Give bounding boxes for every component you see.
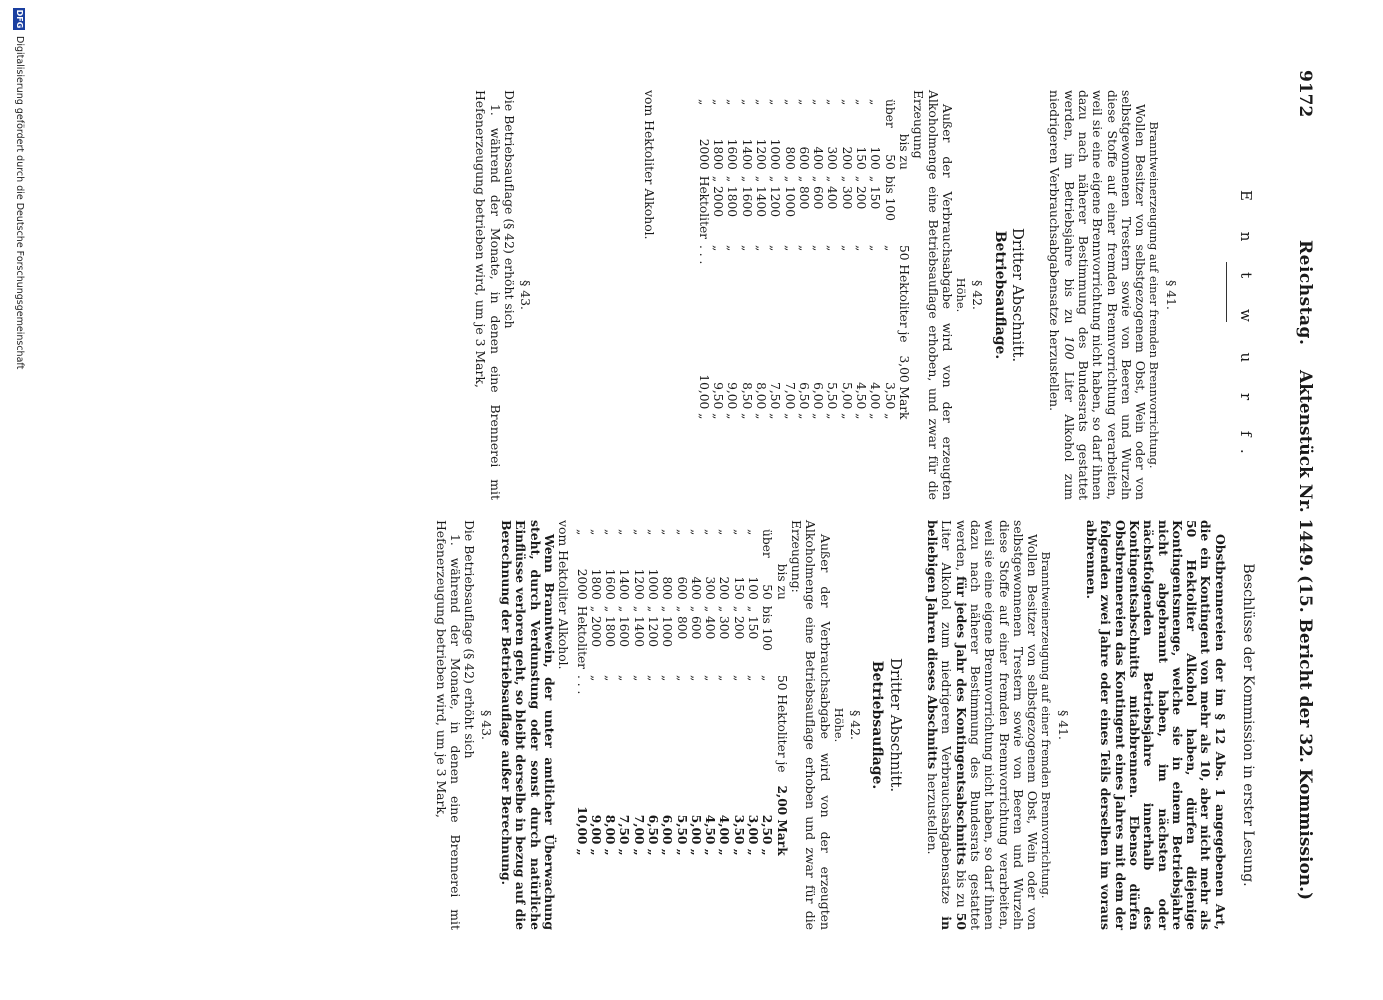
rate-cell-a: 400	[811, 146, 826, 170]
rate-row	[797, 96, 811, 422]
rate-cell-c: „	[768, 245, 783, 252]
rate-cell-v: 9,00 „	[588, 814, 603, 856]
rate-row	[897, 96, 911, 422]
rate-row	[631, 526, 645, 859]
rate-cell-a: 1400	[739, 138, 754, 170]
rate-cell-pre: „	[703, 529, 718, 536]
rate-cell-c: „	[711, 245, 726, 252]
rate-cell-b: bis 100	[760, 605, 775, 651]
s42-foot: vom Hektoliter Alkohol.	[642, 90, 658, 240]
rate-cell-pre: „	[646, 529, 661, 536]
s42-text: Außer der Verbrauchsabgabe wird von der erzeugten Alkoholmenge eine Betriebsauflage erhoben, und zwar für die Erzeugung	[911, 90, 955, 500]
rate-cell-a: 800	[782, 146, 797, 170]
s42-title: § 42.	[970, 280, 986, 310]
r-s41-text: Wollen Besitzer von selbstgezogenem Obst, Wein oder von selbstgewonnenen Trestern sowie von Beeren und Wurzeln diese Stoffe auf einer fremden Brennvorrichtung verarbeiten, weil sie eine eigene Brennvorrichtung nicht haben, so darf ihnen dazu nach näherer Bestimmung des Bundesrats gestattet werden, für jedes Jahr des Kontingentsabschnitts bis zu 50 Liter Alkohol zum niedrigeren Verbrauchsabgabensatze in beliebigen Jahren dieses Abschnitts herzustellen.	[925, 520, 1041, 930]
rate-cell-a: 50	[882, 154, 897, 170]
rate-cell-pre: „	[854, 99, 869, 106]
rate-cell-v: 9,50 „	[711, 382, 726, 420]
rate-cell-b: bis 100	[882, 175, 897, 221]
rate-cell-b: „ 1600	[617, 605, 632, 648]
rate-cell-b: „ 800	[674, 605, 689, 640]
rate-cell-b: „ 800	[796, 175, 811, 210]
rate-cell-c: „	[746, 675, 761, 682]
abschnitt-heading: Dritter Abschnitt.	[1009, 227, 1028, 363]
s42-sub: Höhe.	[954, 277, 969, 313]
rate-row	[674, 526, 688, 859]
page-number: 9172	[1295, 70, 1315, 118]
rate-cell-pre: „	[868, 99, 883, 106]
r-s42-sub: Höhe.	[831, 707, 846, 743]
dfg-logo: DFG	[15, 9, 24, 29]
rate-cell-a: 1600	[725, 138, 740, 170]
rate-cell-b: „ 1400	[631, 605, 646, 648]
r-s41-title: § 41.	[1055, 710, 1071, 740]
rate-cell-a: 1600	[603, 568, 618, 600]
rate-cell-b: „ 150	[746, 605, 761, 640]
rate-cell-v: 4,50 „	[703, 814, 718, 856]
rate-cell-c: „	[703, 675, 718, 682]
rates-table-right	[574, 526, 788, 859]
s41-text: Wollen Besitzer von selbstgezogenem Obst, Wein oder von selbstgewonnenen Trestern sowie von Beeren und Wurzeln diese Stoffe auf einer fremden Brennvorrichtung verarbeiten, weil sie eine eigene Brennvorrichtung nicht haben, so darf ihnen dazu nach näherer Bestimmung des Bundesrats gestattet werden, im Betriebsjahre bis zu 100 Liter Alkohol zum niedrigeren Verbrauchsabgabensatze herzustellen.	[1047, 90, 1149, 500]
rate-cell-a: 200	[839, 146, 854, 170]
rate-cell-b: „ 1400	[753, 175, 768, 218]
rate-cell-v: 9,00 „	[725, 382, 740, 420]
left-column-entwurf	[473, 90, 1255, 500]
rate-cell-pre: „	[731, 529, 746, 536]
aktenstueck-label: Aktenstück Nr. 1449.	[1295, 370, 1315, 572]
rate-cell-pre: „	[739, 99, 754, 106]
rate-cell-c: „	[839, 245, 854, 252]
rate-cell-c: „	[646, 675, 661, 682]
rate-cell-pre: „	[725, 99, 740, 106]
r-s42-title: § 42.	[848, 710, 864, 740]
rate-cell-c: „	[753, 245, 768, 252]
rate-cell-c: „	[588, 675, 603, 682]
rate-cell-a: 1800	[711, 138, 726, 170]
rate-cell-v: 2,00 Mark	[774, 785, 789, 856]
rate-cell-c: „	[660, 675, 675, 682]
rate-cell-pre: „	[753, 99, 768, 106]
rate-cell-c: 50 Hektoliter je	[774, 675, 789, 773]
rate-cell-a: 150	[854, 146, 869, 170]
beschluesse-heading: Beschlüsse der Kommission in erster Lesung.	[1240, 563, 1256, 887]
page-header	[1283, 70, 1315, 930]
rate-cell-v: 6,00 „	[660, 814, 675, 856]
rate-cell-c: „	[760, 675, 775, 682]
rate-cell-pre: „	[603, 529, 618, 536]
rate-cell-a: bis zu	[774, 563, 789, 600]
rate-cell-b: „ 1200	[646, 605, 661, 648]
rate-cell-c: „	[868, 245, 883, 252]
rate-cell-c: „	[882, 245, 897, 252]
rate-cell-b: „ 1000	[782, 175, 797, 218]
rate-row	[774, 526, 788, 859]
rate-row	[854, 96, 868, 422]
rate-cell-v: 5,50 „	[825, 382, 840, 420]
rate-cell-b: Hektoliter	[574, 605, 589, 670]
rate-cell-v: 3,00 Mark	[896, 355, 911, 420]
rate-cell-b: „ 1600	[739, 175, 754, 218]
rate-cell-v: 3,50 „	[731, 814, 746, 856]
abschnitt-name: Betriebsauflage.	[991, 230, 1008, 360]
rate-cell-v: 7,00 „	[631, 814, 646, 856]
rate-cell-pre: „	[696, 99, 711, 106]
rate-cell-c: „	[674, 675, 689, 682]
rate-row	[760, 526, 774, 859]
rate-cell-v: 7,50 „	[617, 814, 632, 856]
rate-cell-pre: „	[660, 529, 675, 536]
rate-cell-a: bis zu	[896, 133, 911, 170]
rate-cell-pre: über	[882, 99, 897, 128]
rate-cell-v: 5,00 „	[839, 382, 854, 420]
rate-cell-v: 7,00 „	[782, 382, 797, 420]
rate-cell-c: „	[631, 675, 646, 682]
rate-row	[768, 96, 782, 422]
rate-cell-c: . . .	[574, 675, 589, 695]
rate-row	[882, 96, 896, 422]
rate-cell-pre: „	[746, 529, 761, 536]
rate-row	[617, 526, 631, 859]
rate-cell-a: 150	[731, 576, 746, 600]
rate-cell-b: Hektoliter	[696, 175, 711, 240]
rate-cell-a: 50	[760, 584, 775, 600]
entwurf-heading: E n t w u r f.	[1237, 190, 1255, 467]
r-s42-text: Außer der Verbrauchsabgabe wird von der erzeugten Alkoholmenge eine Betriebsauflage erhoben und zwar für die Erzeugung:	[788, 520, 833, 930]
rate-cell-pre: „	[617, 529, 632, 536]
rate-cell-c: „	[811, 245, 826, 252]
rate-cell-v: 7,50 „	[768, 382, 783, 420]
r-s43-title: § 43.	[478, 710, 494, 740]
rate-cell-b: „ 150	[868, 175, 883, 210]
rate-cell-b	[774, 603, 788, 672]
rate-cell-pre: „	[588, 529, 603, 536]
rate-cell-a: 2000	[574, 568, 589, 600]
rate-row	[754, 96, 768, 422]
rate-cell-b: „ 400	[825, 175, 840, 210]
rate-cell-c: 50 Hektoliter je	[896, 245, 911, 343]
rate-row	[825, 96, 839, 422]
rate-cell-b: „ 300	[717, 605, 732, 640]
rate-row	[717, 526, 731, 859]
obstbrennereien-paragraph: Obstbrennereien der im § 12 Abs. 1 angegebenen Art, die ein Kontingent von mehr als 10, aber nicht mehr als 50 Hektoliter Alkohol haben, dürfen diejenige Kontingentsmenge, welche sie in einem Betriebsjahre nicht abgebrannt haben, im nächsten oder nächstfolgenden Betriebsjahre innerhalb des Kontingentsabschnitts mitabbrennen. Ebenso dürfen Obstbrennereien das Kontingent eines Jahres mit dem der folgenden zwei Jahre oder eines Teils derselben im voraus abbrennen.	[1084, 520, 1228, 930]
credit-text: Digitalisierung gefördert durch die Deutsche Forschungsgemeinschaft	[14, 36, 25, 370]
rate-cell-a: 1400	[617, 568, 632, 600]
rate-cell-b: „ 1800	[725, 175, 740, 218]
rate-cell-c: „	[688, 675, 703, 682]
bericht-label: (15. Bericht der 32. Kommission.)	[1295, 575, 1315, 901]
s41-title: § 41.	[1163, 280, 1179, 310]
digitization-credit	[7, 8, 27, 993]
rate-cell-pre: „	[711, 99, 726, 106]
rate-cell-pre: „	[574, 529, 589, 536]
rate-cell-a: 1000	[768, 138, 783, 170]
rate-cell-b: „ 2000	[711, 175, 726, 218]
s41-subtitle: Branntweinerzeugung auf einer fremden Brennvorrichtung.	[1147, 121, 1162, 469]
reichstag-label: Reichstag.	[1295, 240, 1315, 346]
rate-cell-pre: „	[688, 529, 703, 536]
rate-row	[839, 96, 853, 422]
rate-cell-v: 6,00 „	[811, 382, 826, 420]
rate-cell-v: 8,00 „	[603, 814, 618, 856]
rate-cell-v: 6,50 „	[796, 382, 811, 420]
rate-row	[868, 96, 882, 422]
r-abschnitt-heading: Dritter Abschnitt.	[886, 657, 905, 793]
rate-cell-b	[897, 173, 911, 242]
rate-cell-a: 300	[825, 146, 840, 170]
rate-cell-v: 10,00 „	[696, 374, 711, 420]
rate-cell-v: 8,00 „	[753, 382, 768, 420]
rate-cell-a: 1200	[631, 568, 646, 600]
rate-cell-c: „	[796, 245, 811, 252]
r-s43-text: Die Betriebsauflage (§ 42) erhöht sich	[462, 520, 478, 759]
rates-table-left	[697, 96, 911, 422]
rate-cell-pre: „	[796, 99, 811, 106]
rate-cell-a: 100	[746, 576, 761, 600]
rate-cell-pre: „	[674, 529, 689, 536]
rate-cell-pre: „	[631, 529, 646, 536]
rate-row	[574, 526, 588, 859]
rate-cell-b: „ 1000	[660, 605, 675, 648]
rate-cell-v: 4,00 „	[868, 382, 883, 420]
rate-cell-c: „	[782, 245, 797, 252]
rate-cell-v: 3,50 „	[882, 382, 897, 420]
rate-row	[603, 526, 617, 859]
rate-row	[703, 526, 717, 859]
s43-item1: 1. während der Monate, in denen eine Brennerei mit Hefenerzeugung betrieben wird, um je 3 Mark,	[473, 90, 503, 500]
rate-cell-pre: „	[839, 99, 854, 106]
rate-cell-b: „ 1200	[768, 175, 783, 218]
rate-cell-a: 1000	[646, 568, 661, 600]
r-abschnitt-name: Betriebsauflage.	[869, 660, 886, 790]
rate-cell-c: . . .	[696, 245, 711, 265]
r-s43-item1: 1. während der Monate, in denen eine Brennerei mit Hefenerzeugung betrieben wird, um je 3 Mark,	[433, 520, 464, 930]
rate-cell-a: 1200	[753, 138, 768, 170]
rate-row	[646, 526, 660, 859]
right-column-beschluesse	[434, 520, 1255, 930]
rate-cell-c: „	[731, 675, 746, 682]
rate-cell-v: 2,50 „	[760, 814, 775, 856]
rate-row	[689, 526, 703, 859]
rate-cell-pre: „	[768, 99, 783, 106]
rate-cell-v: 3,00 „	[746, 814, 761, 856]
rate-row	[732, 526, 746, 859]
rate-cell-v: 5,50 „	[674, 814, 689, 856]
rate-row	[746, 526, 760, 859]
rate-cell-pre	[897, 96, 911, 131]
rate-row	[711, 96, 725, 422]
rate-cell-a: 300	[703, 576, 718, 600]
r-s41-subtitle: Branntweinerzeugung auf einer fremden Brennvorrichtung.	[1039, 551, 1054, 899]
rate-cell-pre: „	[825, 99, 840, 106]
rate-cell-pre: über	[760, 529, 775, 558]
rate-cell-pre: „	[717, 529, 732, 536]
s43-text: Die Betriebsauflage (§ 42) erhöht sich	[501, 90, 517, 329]
rate-cell-pre	[774, 526, 788, 561]
verdunstung-paragraph: Wenn Branntwein, der unter amtlicher Überwachung steht, durch Verdunstung oder sonst durch natürliche Einflüsse verloren geht, so bleibt derselbe in bezug auf die Berechnung der Betriebsauflage außer Berechnung.	[499, 520, 557, 930]
rate-cell-a: 1800	[588, 568, 603, 600]
rate-cell-b: „ 600	[688, 605, 703, 640]
rate-cell-b: „ 300	[839, 175, 854, 210]
rate-row	[739, 96, 753, 422]
rate-cell-c: „	[725, 245, 740, 252]
rate-cell-c: „	[603, 675, 618, 682]
rate-cell-a: 400	[688, 576, 703, 600]
rate-cell-v: 4,00 „	[717, 814, 732, 856]
rate-cell-b: „ 2000	[588, 605, 603, 648]
rate-cell-c: „	[825, 245, 840, 252]
r-s42-foot: vom Hektoliter Alkohol.	[556, 520, 572, 670]
rate-cell-a: 200	[717, 576, 732, 600]
rate-row	[811, 96, 825, 422]
rate-cell-a: 600	[796, 146, 811, 170]
rate-cell-b: „ 600	[811, 175, 826, 210]
rate-cell-b: „ 200	[854, 175, 869, 210]
rate-cell-c: „	[739, 245, 754, 252]
rate-cell-c: „	[854, 245, 869, 252]
rate-cell-b: „ 200	[731, 605, 746, 640]
rate-row	[660, 526, 674, 859]
rate-cell-v: 10,00 „	[574, 806, 589, 856]
rate-cell-pre: „	[782, 99, 797, 106]
rate-cell-pre: „	[811, 99, 826, 106]
rate-cell-v: 6,50 „	[646, 814, 661, 856]
rate-cell-a: 100	[868, 146, 883, 170]
rate-row	[589, 526, 603, 859]
rate-cell-v: 8,50 „	[739, 382, 754, 420]
rate-cell-c: „	[617, 675, 632, 682]
rate-cell-b: „ 400	[703, 605, 718, 640]
rate-cell-c: „	[717, 675, 732, 682]
rate-cell-a: 2000	[696, 138, 711, 170]
rate-row	[697, 96, 711, 422]
rate-cell-v: 4,50 „	[854, 382, 869, 420]
rate-cell-a: 800	[660, 576, 675, 600]
rate-row	[725, 96, 739, 422]
s43-title: § 43.	[518, 280, 534, 310]
rate-cell-b: „ 1800	[603, 605, 618, 648]
divider	[1226, 262, 1227, 322]
rate-cell-a: 600	[674, 576, 689, 600]
rate-cell-v: 5,00 „	[688, 814, 703, 856]
rate-row	[782, 96, 796, 422]
